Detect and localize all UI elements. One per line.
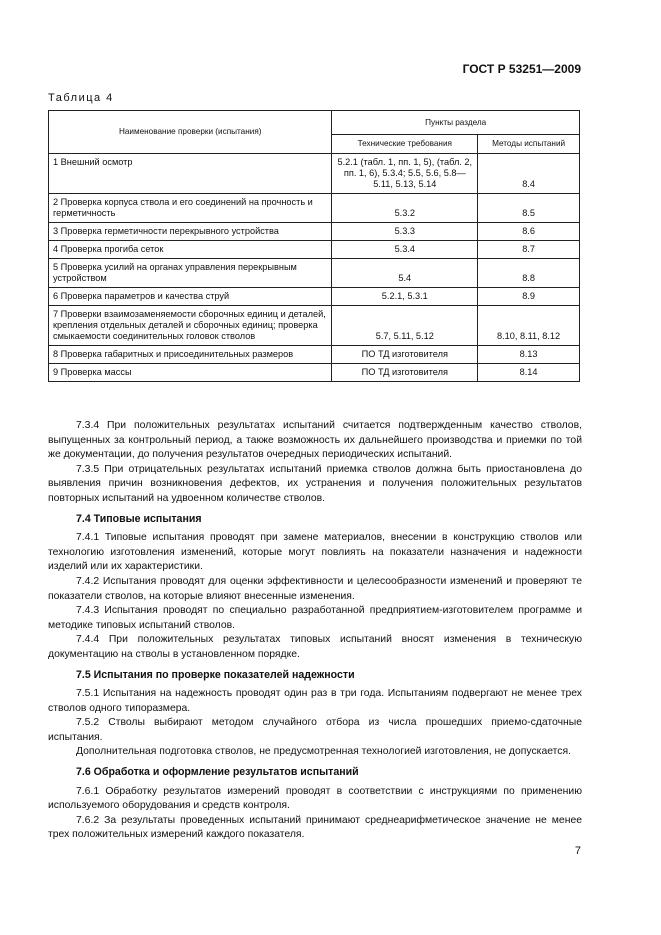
body-text: [48, 419, 582, 843]
row-method-ref: 8.6: [478, 223, 580, 241]
heading-7-6: 7.6 Обработка и оформление результатов испытаний: [76, 766, 359, 779]
paragraph-7-6-1: 7.6.1 Обработку результатов измерений проводят в соответствии с инструкциями по применению используемого оборудования и средств контроля.: [48, 785, 582, 812]
paragraph-7-4-4: 7.4.4 При положительных результатах типовых испытаний вносят изменения в техническую документацию на стволы в установленном порядке.: [48, 634, 582, 660]
row-tech-ref: 5.3.3: [332, 223, 478, 241]
table-row: [49, 241, 580, 259]
table-row: [49, 193, 580, 222]
col-header-check-name: Наименование проверки (испытания): [49, 111, 332, 154]
row-check-name: 8 Проверка габаритных и присоединительных размеров: [49, 346, 332, 364]
row-method-ref: 8.7: [478, 241, 580, 259]
row-method-ref: 8.13: [478, 346, 580, 364]
table-caption: Таблица 4: [48, 92, 114, 104]
row-method-ref: 8.9: [478, 288, 580, 306]
inspection-table: [48, 110, 580, 382]
table-row: [49, 364, 580, 382]
table-row: [49, 346, 580, 364]
row-check-name: 1 Внешний осмотр: [49, 153, 332, 193]
table-row: [49, 288, 580, 306]
row-tech-ref: 5.3.2: [332, 193, 478, 222]
row-check-name: 7 Проверки взаимозаменяемости сборочных единиц и деталей, крепления отдельных деталей и сборочных единиц; проверка смыкаемости соединительных головок стволов: [49, 306, 332, 346]
paragraph-7-4-1: 7.4.1 Типовые испытания проводят при замене материалов, внесении в конструкцию стволов или технологию изготовления изменений, которые могут повлиять на показатели назначения и надежности изделий или их характеристики.: [48, 532, 582, 573]
row-tech-ref: 5.7, 5.11, 5.12: [332, 306, 478, 346]
row-method-ref: 8.5: [478, 193, 580, 222]
standard-number: ГОСТ Р 53251—2009: [462, 62, 581, 76]
table-row: [49, 306, 580, 346]
row-method-ref: 8.14: [478, 364, 580, 382]
paragraph-7-3-4: 7.3.4 При положительных результатах испытаний считается подтвержденным качество стволов, выпущенных за контрольный период, а также возможность их дальнейшего производства и приемки по той же документации, до получения результатов очередных периодических испытаний.: [48, 420, 582, 461]
row-tech-ref: 5.2.1, 5.3.1: [332, 288, 478, 306]
row-check-name: 2 Проверка корпуса ствола и его соединений на прочность и герметичность: [49, 193, 332, 222]
paragraph-7-3-5: 7.3.5 При отрицательных результатах испытаний приемка стволов должна быть приостановлена до выявления причин возникновения дефектов, их устранения и получения положительных результатов повторных испытаний на удвоенном количестве стволов.: [48, 463, 582, 504]
row-check-name: 3 Проверка герметичности перекрывного устройства: [49, 223, 332, 241]
row-check-name: 6 Проверка параметров и качества струй: [49, 288, 332, 306]
page-number: 7: [574, 845, 581, 857]
col-header-sections: Пункты раздела: [332, 111, 580, 135]
row-method-ref: 8.10, 8.11, 8.12: [478, 306, 580, 346]
paragraph-7-6-2: 7.6.2 За результаты проведенных испытаний принимают среднеарифметическое значение не менее трех положительных измерений каждого показателя.: [48, 814, 582, 841]
row-tech-ref: ПО ТД изготовителя: [332, 364, 478, 382]
row-method-ref: 8.8: [478, 259, 580, 288]
paragraph-7-5-2: 7.5.2 Стволы выбирают методом случайного отбора из числа прошедших приемо-сдаточные испытания.: [48, 717, 582, 743]
paragraph-7-5-1: 7.5.1 Испытания на надежность проводят один раз в три года. Испытаниям подвергают не менее трех стволов одного типоразмера.: [48, 688, 582, 714]
row-method-ref: 8.4: [478, 153, 580, 193]
paragraph-7-4-2: 7.4.2 Испытания проводят для оценки эффективности и целесообразности изменений и проверяют те показатели стволов, на которые влияют внесенные изменения.: [48, 575, 582, 602]
heading-7-4: 7.4 Типовые испытания: [76, 512, 202, 525]
row-tech-ref: 5.2.1 (табл. 1, пп. 1, 5), (табл. 2, пп. 1, 6), 5.3.4; 5.5, 5.6, 5.8—5.11, 5.13, 5.14: [332, 153, 478, 193]
col-header-tech-requirements: Технические требования: [332, 135, 478, 154]
paragraph-7-4-3: 7.4.3 Испытания проводят по специально разработанной предприятием-изготовителем программе и методике типовых испытаний стволов.: [48, 605, 582, 631]
table-row: [49, 153, 580, 193]
row-tech-ref: ПО ТД изготовителя: [332, 346, 478, 364]
row-tech-ref: 5.4: [332, 259, 478, 288]
col-header-test-methods: Методы испытаний: [478, 135, 580, 154]
row-check-name: 4 Проверка прогиба сеток: [49, 241, 332, 259]
row-tech-ref: 5.3.4: [332, 241, 478, 259]
paragraph-7-5-note: Дополнительная подготовка стволов, не предусмотренная технологией изготовления, не допускается.: [76, 746, 572, 758]
row-check-name: 9 Проверка массы: [49, 364, 332, 382]
table-row: [49, 223, 580, 241]
heading-7-5: 7.5 Испытания по проверке показателей надежности: [76, 668, 355, 681]
table-row: [49, 259, 580, 288]
row-check-name: 5 Проверка усилий на органах управления перекрывным устройством: [49, 259, 332, 288]
